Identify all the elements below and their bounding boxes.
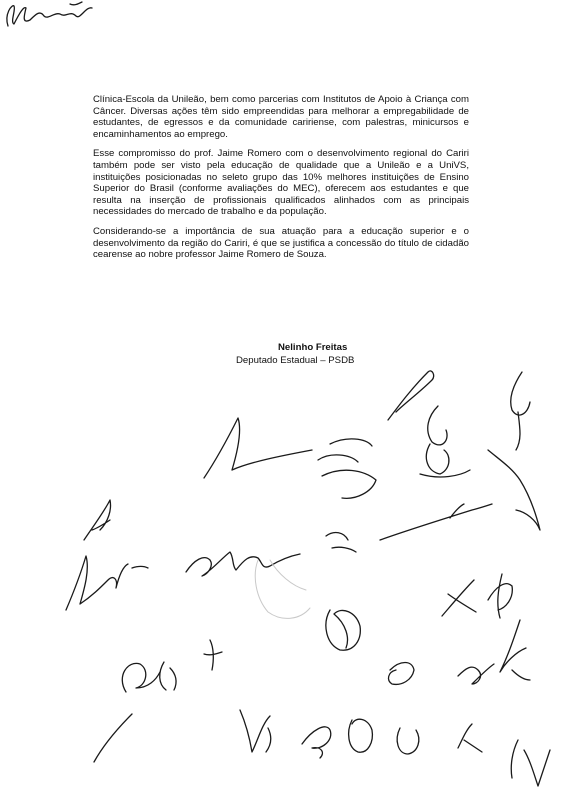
signatory-name: Nelinho Freitas: [278, 342, 348, 353]
signatory-role: Deputado Estadual – PSDB: [236, 355, 355, 366]
paragraph-1: Clínica-Escola da Unileão, bem como parcerias com Institutos de Apoio à Criança com Câncer. Diversas ações têm sido empreendidas para melhorar a empregabilidade de estudantes, de egressos e da comunidade caririense, com palestras, minicursos e encaminhamentos ao emprego.: [93, 94, 469, 140]
paragraph-3: Considerando-se a importância de sua atuação para a educação superior e o desenvolvimento da região do Cariri, é que se justifica a concessão do título de cidadão cearense ao nobre professor Jaime Romero de Souza.: [93, 225, 469, 261]
paragraph-2: Esse compromisso do prof. Jaime Romero com o desenvolvimento regional do Cariri também pode ser visto pela educação de qualidade que a Unileão e a UniVS, instituições posicionadas no seleto grupo das 10% melhores instituições de Ensino Superior do Brasil (conforme avaliações do MEC), oferecem aos estudantes e que resulta na inserção de profissionais qualificados alinhados com as principais necessidades do mercado de trabalho e da população.: [93, 148, 469, 218]
